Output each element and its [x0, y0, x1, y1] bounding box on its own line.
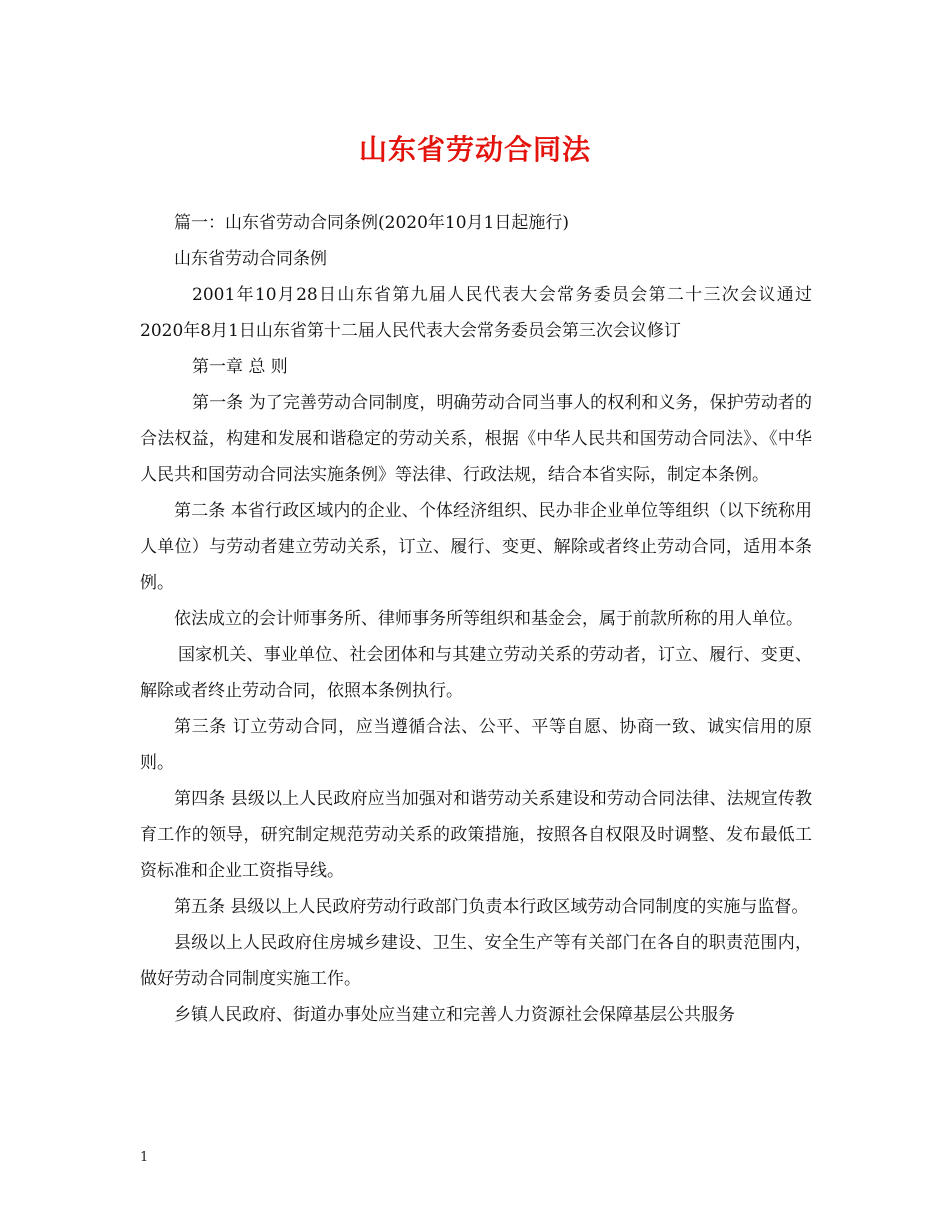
section-heading: 篇一：山东省劳动合同条例(2020年10月1日起施行) — [174, 213, 569, 233]
article-paragraph: 第三条 订立劳动合同，应当遵循合法、公平、平等自愿、协商一致、诚实信用的原则。 — [140, 717, 812, 773]
article-paragraph: 乡镇人民政府、街道办事处应当建立和完善人力资源社会保障基层公共服务 — [174, 1005, 735, 1025]
article-paragraph: 第二条 本省行政区域内的企业、个体经济组织、民办非企业单位等组织（以下统称用人单位）与劳动者建立劳动关系，订立、履行、变更、解除或者终止劳动合同，适用本条例。 — [140, 501, 812, 593]
regulation-name: 山东省劳动合同条例 — [174, 249, 327, 269]
article-paragraph: 国家机关、事业单位、社会团体和与其建立劳动关系的劳动者，订立、履行、变更、解除或者终止劳动合同，依照本条例执行。 — [140, 645, 812, 701]
adoption-note: 2001年10月28日山东省第九届人民代表大会常务委员会第二十三次会议通过 2020年8月1日山东省第十二届人民代表大会常务委员会第三次会议修订 — [140, 285, 812, 341]
chapter-heading: 第一章 总 则 — [192, 357, 288, 377]
article-paragraph: 县级以上人民政府住房城乡建设、卫生、安全生产等有关部门在各自的职责范围内，做好劳动合同制度实施工作。 — [140, 933, 812, 989]
article-paragraph: 第五条 县级以上人民政府劳动行政部门负责本行政区域劳动合同制度的实施与监督。 — [174, 897, 809, 917]
document-title: 山东省劳动合同法 — [358, 133, 591, 166]
document-body — [140, 205, 812, 1033]
article-paragraph: 第一条 为了完善劳动合同制度，明确劳动合同当事人的权利和义务，保护劳动者的合法权益，构建和发展和谐稳定的劳动关系，根据《中华人民共和国劳动合同法》、《中华人民共和国劳动合同法实施条例》等法律、行政法规，结合本省实际，制定本条例。 — [140, 393, 812, 485]
article-paragraph: 第四条 县级以上人民政府应当加强对和谐劳动关系建设和劳动合同法律、法规宣传教育工作的领导，研究制定规范劳动关系的政策措施，按照各自权限及时调整、发布最低工资标准和企业工资指导线。 — [140, 789, 812, 881]
article-paragraph: 依法成立的会计师事务所、律师事务所等组织和基金会，属于前款所称的用人单位。 — [174, 609, 803, 629]
page-number: 1 — [140, 1150, 149, 1165]
